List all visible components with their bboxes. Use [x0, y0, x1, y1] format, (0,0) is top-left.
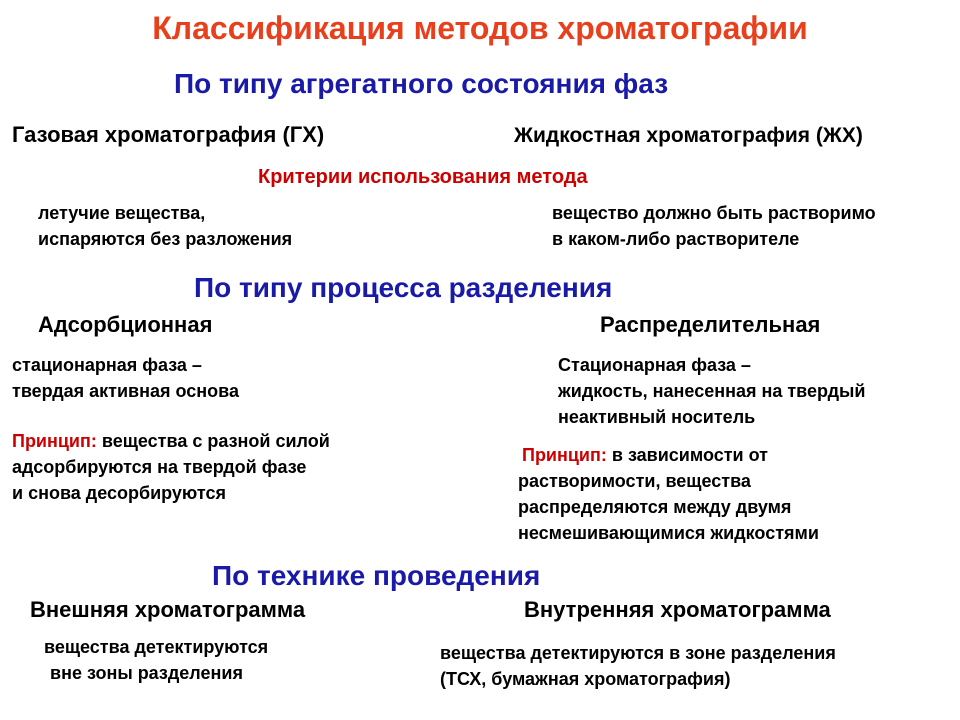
gas-criteria-text [38, 200, 292, 252]
adsorption-stationary-phase [12, 352, 239, 404]
text-line: адсорбируются на твердой фазе [12, 457, 307, 477]
principle-label: Принцип: [12, 431, 97, 451]
section-heading-aggregate-state: По типу агрегатного состояния фаз [174, 68, 669, 99]
adsorption-principle [12, 428, 330, 506]
liquid-chromatography-header: Жидкостная хроматография (ЖХ) [514, 124, 863, 147]
text-line: испаряются без разложения [38, 229, 293, 249]
text-line: неактивный носитель [558, 407, 756, 427]
text-line: вещества детектируются в зоне разделения [440, 643, 836, 663]
text-line: несмешивающимися жидкостями [518, 523, 819, 543]
text-line: вещества детектируются [44, 637, 269, 657]
gas-chromatography-header: Газовая хроматография (ГХ) [12, 122, 325, 147]
text-fragment: в зависимости от [606, 445, 768, 465]
external-chromatogram-text [44, 634, 268, 686]
external-chromatogram-header: Внешняя хроматограмма [30, 597, 306, 622]
partition-header: Распределительная [600, 312, 821, 337]
text-line: летучие вещества, [38, 203, 206, 223]
text-line: в каком-либо растворителе [552, 229, 800, 249]
text-line: стационарная фаза – [12, 355, 202, 375]
section-heading-technique: По технике проведения [212, 560, 541, 591]
text-line [518, 442, 819, 468]
section-heading-separation-process: По типу процесса разделения [194, 272, 613, 303]
text-line: распределяются между двумя [518, 497, 792, 517]
text-line: растворимости, вещества [518, 471, 751, 491]
text-line: жидкость, нанесенная на твердый [558, 381, 866, 401]
text-line: Стационарная фаза – [558, 355, 751, 375]
internal-chromatogram-header: Внутренняя хроматограмма [524, 597, 831, 622]
text-line: вне зоны разделения [50, 663, 243, 683]
text-line: вещество должно быть растворимо [552, 203, 876, 223]
partition-stationary-phase [558, 352, 865, 430]
text-line: и снова десорбируются [12, 483, 226, 503]
text-line: (ТСХ, бумажная хроматография) [440, 669, 731, 689]
adsorption-header: Адсорбционная [38, 312, 213, 337]
partition-principle [518, 442, 819, 546]
internal-chromatogram-text [440, 640, 836, 692]
principle-label: Принцип: [522, 445, 607, 465]
text-line: твердая активная основа [12, 381, 239, 401]
text-line [12, 428, 330, 454]
page-title: Классификация методов хроматографии [152, 10, 808, 46]
liquid-criteria-text [552, 200, 876, 252]
criteria-label: Критерии использования метода [258, 166, 588, 188]
text-fragment: вещества с разной силой [96, 431, 330, 451]
